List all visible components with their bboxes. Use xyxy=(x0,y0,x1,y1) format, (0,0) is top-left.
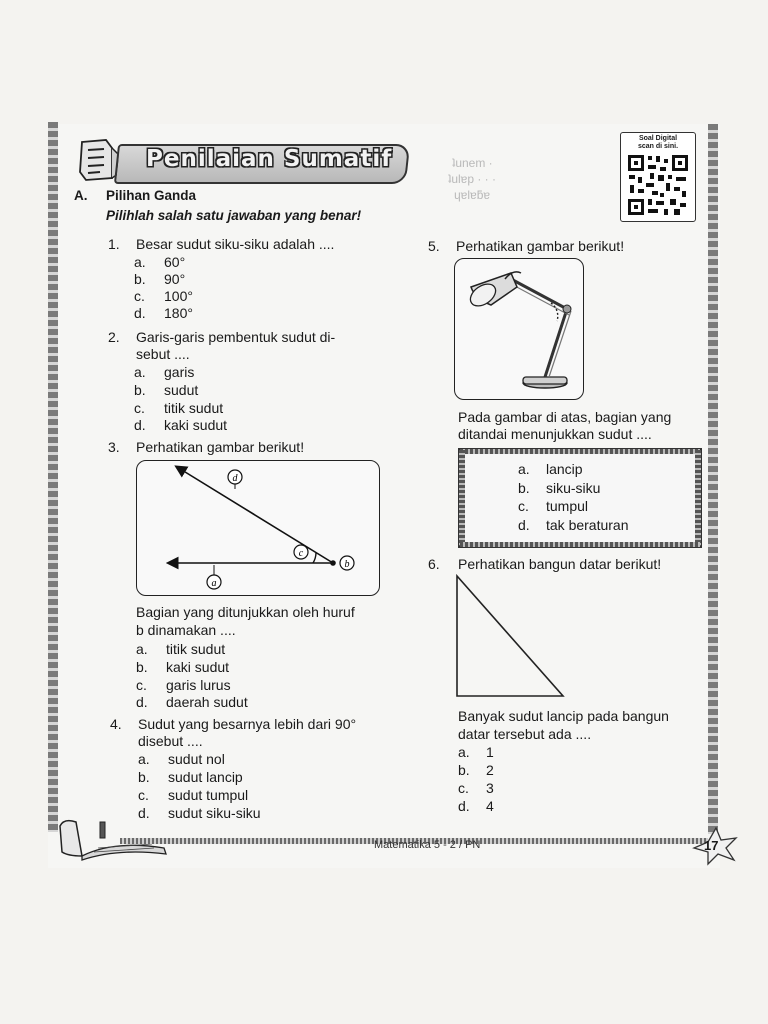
option-text[interactable]: daerah sudut xyxy=(166,694,248,710)
question-text-line1: Garis-garis pembentuk sudut di- xyxy=(136,329,336,345)
question-number: 1. xyxy=(108,236,120,252)
option-text[interactable]: 1 xyxy=(486,744,494,760)
option-letter[interactable]: c. xyxy=(518,498,529,514)
option-letter[interactable]: c. xyxy=(134,400,145,416)
option-letter[interactable]: d. xyxy=(518,517,530,533)
right-triangle-figure xyxy=(450,572,570,702)
question-number: 6. xyxy=(428,556,440,572)
option-letter[interactable]: a. xyxy=(518,461,530,477)
vertex-dot xyxy=(330,560,336,566)
page-left-border xyxy=(48,122,58,832)
question-number: 5. xyxy=(428,238,440,254)
label-b: b xyxy=(344,559,350,570)
lamp-figure-box xyxy=(454,258,584,400)
option-letter[interactable]: d. xyxy=(134,305,146,321)
option-text[interactable]: sudut nol xyxy=(168,751,225,767)
option-text[interactable]: garis xyxy=(164,364,195,380)
option-letter[interactable]: b. xyxy=(138,769,150,785)
option-letter[interactable]: c. xyxy=(134,288,145,304)
option-letter[interactable]: b. xyxy=(134,271,146,287)
desk-lamp-icon xyxy=(455,259,583,399)
angle-arc xyxy=(313,553,316,563)
question-text: Perhatikan bangun datar berikut! xyxy=(458,556,662,572)
option-text[interactable]: sudut tumpul xyxy=(168,787,249,803)
angle-figure xyxy=(137,461,379,595)
option-letter[interactable]: b. xyxy=(518,480,530,496)
option-text[interactable]: titik sudut xyxy=(164,400,224,416)
option-letter[interactable]: d. xyxy=(138,805,150,821)
option-text[interactable]: sudut xyxy=(164,382,199,398)
page-right-border xyxy=(708,124,718,834)
option-letter[interactable]: b. xyxy=(458,762,470,778)
angle-figure-box xyxy=(136,460,380,596)
qr-caption-line1: Soal Digital xyxy=(638,135,678,142)
option-letter[interactable]: a. xyxy=(136,641,148,657)
angle-ray-upper xyxy=(177,467,333,563)
question-text-line1: Sudut yang besarnya lebih dari 90° xyxy=(138,716,357,732)
qr-caption-line2: scan di sini. xyxy=(637,143,679,150)
qr-code-panel[interactable] xyxy=(620,132,696,222)
page-title: Penilaian Sumatif xyxy=(146,146,393,172)
bleed-through-text: ʇunem · xyxy=(452,156,493,170)
section-label: A. xyxy=(74,188,88,203)
option-letter[interactable]: c. xyxy=(138,787,149,803)
option-text[interactable]: 2 xyxy=(486,762,494,778)
option-letter[interactable]: a. xyxy=(134,254,146,270)
bleed-through-text: ɥɐlɐƃɐ xyxy=(454,188,491,202)
option-text[interactable]: 60° xyxy=(164,254,186,270)
question-text-line2: sebut .... xyxy=(136,346,190,362)
option-text[interactable]: 90° xyxy=(164,271,186,287)
footer-book-label: Matematika 5 - 2 / PN xyxy=(374,839,481,851)
option-text[interactable]: titik sudut xyxy=(166,641,226,657)
question-text: Perhatikan gambar berikut! xyxy=(456,238,625,254)
option-text[interactable]: tumpul xyxy=(546,498,589,514)
question-caption-line1: Banyak sudut lancip pada bangun xyxy=(458,708,669,724)
option-text[interactable]: garis lurus xyxy=(166,677,231,693)
option-letter[interactable]: c. xyxy=(458,780,469,796)
option-text[interactable]: 100° xyxy=(164,288,193,304)
option-letter[interactable]: a. xyxy=(458,744,470,760)
section-instruction: Pilihlah salah satu jawaban yang benar! xyxy=(106,208,362,223)
option-letter[interactable]: c. xyxy=(136,677,147,693)
option-text[interactable]: siku-siku xyxy=(546,480,601,496)
option-text[interactable]: 4 xyxy=(486,798,494,814)
option-text[interactable]: 180° xyxy=(164,305,193,321)
page-number: 17 xyxy=(704,838,719,853)
question-text: Perhatikan gambar berikut! xyxy=(136,439,305,455)
option-letter[interactable]: a. xyxy=(138,751,150,767)
section-title: Pilihan Ganda xyxy=(106,188,197,203)
question-text: Besar sudut siku-siku adalah .... xyxy=(136,236,335,252)
question-number: 2. xyxy=(108,329,120,345)
option-letter[interactable]: b. xyxy=(136,659,148,675)
question-number: 4. xyxy=(110,716,122,732)
option-text[interactable]: kaki sudut xyxy=(164,417,228,433)
question-caption-line1: Pada gambar di atas, bagian yang xyxy=(458,409,672,425)
question-number: 3. xyxy=(108,439,120,455)
option-letter[interactable]: d. xyxy=(458,798,470,814)
question-caption-line1: Bagian yang ditunjukkan oleh huruf xyxy=(136,604,355,620)
label-d: d xyxy=(232,473,238,484)
question-caption-line2: datar tersebut ada .... xyxy=(458,726,592,742)
option-text[interactable]: sudut siku-siku xyxy=(168,805,261,821)
option-text[interactable]: tak beraturan xyxy=(546,517,629,533)
option-letter[interactable]: a. xyxy=(134,364,146,380)
label-c: c xyxy=(298,548,304,559)
label-a: a xyxy=(211,578,217,589)
bleed-through-text: ʇulɐp · · · xyxy=(448,172,497,186)
option-text[interactable]: 3 xyxy=(486,780,494,796)
option-text[interactable]: sudut lancip xyxy=(168,769,243,785)
question-caption-line2: ditandai menunjukkan sudut .... xyxy=(458,426,652,442)
question-text-line2: disebut .... xyxy=(138,733,203,749)
qr-code-icon[interactable] xyxy=(626,153,690,217)
option-text[interactable]: kaki sudut xyxy=(166,659,230,675)
option-letter[interactable]: b. xyxy=(134,382,146,398)
question-caption-line2: b dinamakan .... xyxy=(136,622,236,638)
option-text[interactable]: lancip xyxy=(546,461,583,477)
option-letter[interactable]: d. xyxy=(136,694,148,710)
option-letter[interactable]: d. xyxy=(134,417,146,433)
